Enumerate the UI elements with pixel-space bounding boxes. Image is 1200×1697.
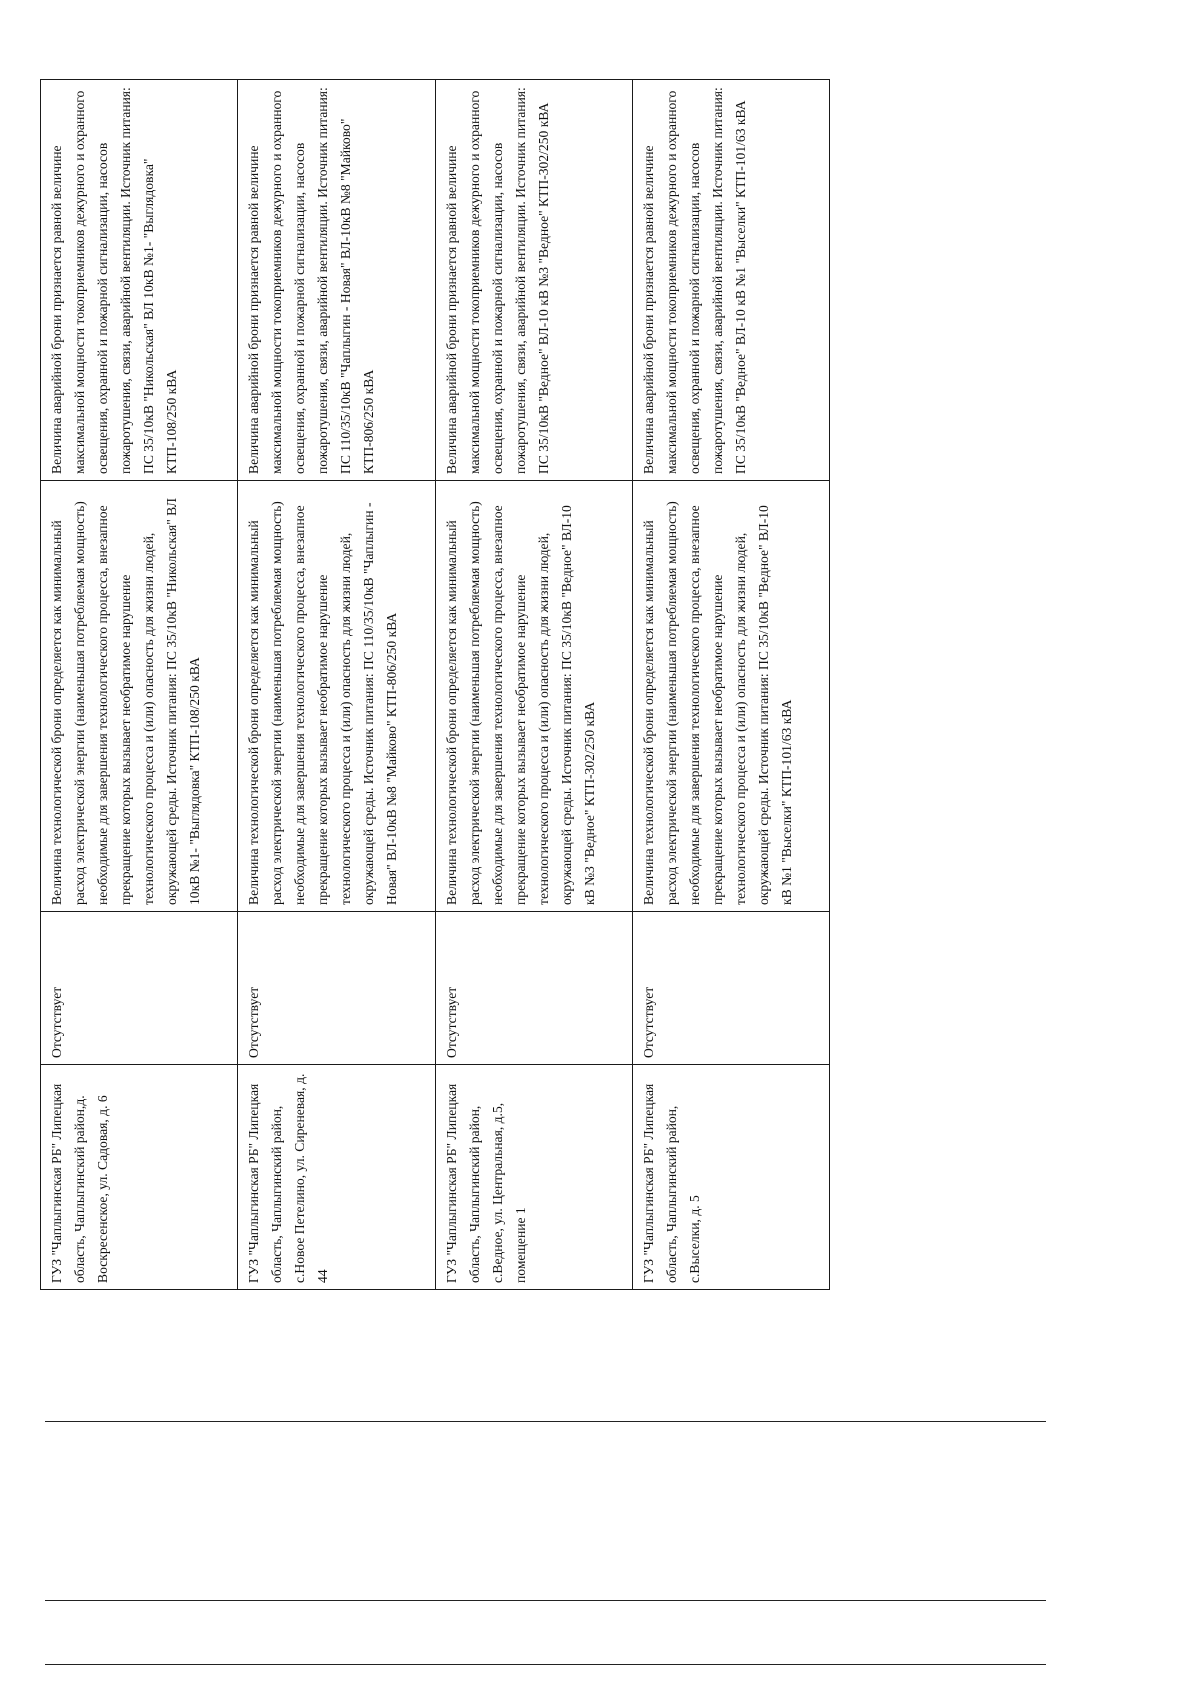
- tech-reserve-cell: [632, 481, 829, 912]
- emergency-reserve-cell: [435, 80, 632, 481]
- tech-reserve-cell: [435, 481, 632, 912]
- absent-text: Отсутствует: [246, 986, 262, 1058]
- emergency-reserve-cell: [632, 80, 829, 481]
- emergency-reserve-text: Величина аварийной брони признается равной величине максимальной мощности токоприемников дежурного и охранного освещения, охранной и пожарной сигнализации, насосов пожаротушения, связи, аварийной вентиляции. Источник питания: ПС 35/10кВ "Ведное" ВЛ-10 кВ №3 "Ведное" КТП-302/250 кВА: [443, 87, 551, 474]
- organization-cell: [632, 1065, 829, 1290]
- tech-reserve-text: Величина технологической брони определяется как минимальный расход электрической энергии (наименьшая потребляемая мощность) необходимые для завершения технологического процесса, внезапное прекращение которых вызывает необратимое нарушение технологического процесса и (или) опасность для жизни людей, окружающей среды. Источник питания: ПС 110/35/10кВ "Чаплыгин - Новая" ВЛ-10кВ №8 "Майково" КТП-806/250 кВА: [246, 501, 400, 905]
- absent-text: Отсутствует: [49, 986, 64, 1058]
- table-row: [238, 80, 435, 1290]
- organization-text: ГУЗ "Чаплыгинская РБ" Липецкая область, Чаплыгинский район, с.Ведное, ул. Центральная, д.5, помещение 1: [443, 1083, 528, 1283]
- signature-rule: [45, 1600, 1046, 1601]
- table-row: [632, 80, 829, 1290]
- organization-cell: [41, 1065, 238, 1290]
- absent-text: Отсутствует: [640, 986, 656, 1058]
- table-row: [41, 80, 238, 1290]
- table-row: [435, 80, 632, 1290]
- organization-text: ГУЗ "Чаплыгинская РБ" Липецкая область, Чаплыгинский район, с.Новое Петелино, ул. Сиреневая, д. 44: [246, 1073, 331, 1283]
- absent-cell: [435, 912, 632, 1065]
- tech-reserve-text: Величина технологической брони определяется как минимальный расход электрической энергии (наименьшая потребляемая мощность) необходимые для завершения технологического процесса, внезапное прекращение которых вызывает необратимое нарушение технологического процесса и (или) опасность для жизни людей, окружающей среды. Источник питания: ПС 35/10кВ "Ведное" ВЛ-10 кВ №1 "Выселки" КТП-101/63 кВА: [640, 501, 794, 905]
- signature-rule: [45, 1664, 1046, 1665]
- absent-cell: [238, 912, 435, 1065]
- tech-reserve-text: Величина технологической брони определяется как минимальный расход электрической энергии (наименьшая потребляемая мощность) необходимые для завершения технологического процесса, внезапное прекращение которых вызывает необратимое нарушение технологического процесса и (или) опасность для жизни людей, окружающей среды. Источник питания: ПС 35/10кВ "Ведное" ВЛ-10 кВ №3 "Ведное" КТП-302/250 кВА: [443, 501, 597, 905]
- emergency-reserve-text: Величина аварийной брони признается равной величине максимальной мощности токоприемников дежурного и охранного освещения, охранной и пожарной сигнализации, насосов пожаротушения, связи, аварийной вентиляции. Источник питания: ПС 35/10кВ "Никольская" ВЛ 10кВ №1- "Выглядовка" КТП-108/250 кВА: [49, 87, 179, 474]
- emergency-reserve-text: Величина аварийной брони признается равной величине максимальной мощности токоприемников дежурного и охранного освещения, охранной и пожарной сигнализации, насосов пожаротушения, связи, аварийной вентиляции. Источник питания: ПС 35/10кВ "Ведное" ВЛ-10 кВ №1 "Выселки" КТП-101/63 кВА: [640, 87, 748, 474]
- absent-cell: [41, 912, 238, 1065]
- emergency-reserve-text: Величина аварийной брони признается равной величине максимальной мощности токоприемников дежурного и охранного освещения, охранной и пожарной сигнализации, насосов пожаротушения, связи, аварийной вентиляции. Источник питания: ПС 110/35/10кВ "Чаплыгин - Новая" ВЛ-10кВ №8 "Майково" КТП-806/250 кВА: [246, 87, 377, 474]
- tech-reserve-text: Величина технологической брони определяется как минимальный расход электрической энергии (наименьшая потребляемая мощность) необходимые для завершения технологического процесса, внезапное прекращение которых вызывает необратимое нарушение технологического процесса и (или) опасность для жизни людей, окружающей среды. Источник питания: ПС 35/10кВ "Никольская" ВЛ 10кВ №1- "Выглядовка" КТП-108/250 кВА: [49, 498, 202, 905]
- absent-cell: [632, 912, 829, 1065]
- tech-reserve-cell: [238, 481, 435, 912]
- rotated-page: [40, 80, 830, 1290]
- reserve-table: [40, 79, 830, 1290]
- organization-text: ГУЗ "Чаплыгинская РБ" Липецкая область, Чаплыгинский район, с.Выселки, д. 5: [640, 1083, 702, 1283]
- organization-cell: [435, 1065, 632, 1290]
- tech-reserve-cell: [41, 481, 238, 912]
- absent-text: Отсутствует: [443, 986, 459, 1058]
- emergency-reserve-cell: [41, 80, 238, 481]
- organization-cell: [238, 1065, 435, 1290]
- organization-text: ГУЗ "Чаплыгинская РБ" Липецкая область, Чаплыгинский район,д. Воскресенское, ул. Садовая, д. 6: [49, 1083, 110, 1283]
- emergency-reserve-cell: [238, 80, 435, 481]
- signature-rule: [45, 1421, 1046, 1422]
